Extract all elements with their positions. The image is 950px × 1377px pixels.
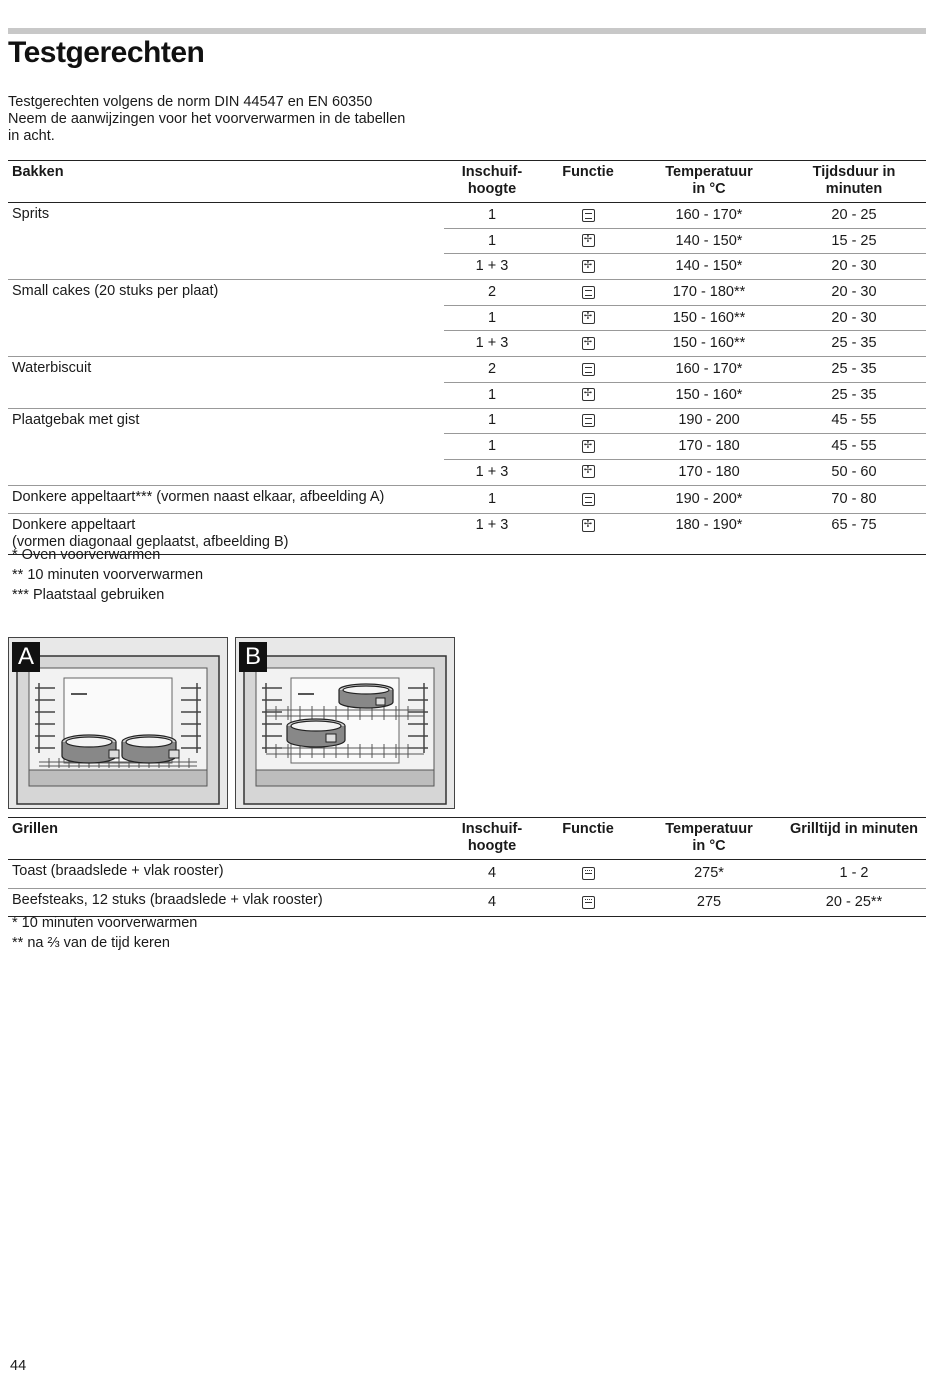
level-cell: 1 <box>444 382 540 408</box>
level-cell: 1 <box>487 206 497 223</box>
temperature-cell: 190 - 200* <box>675 490 743 507</box>
footnote: ** na ⅔ van de tijd keren <box>12 935 170 951</box>
function-cell <box>540 459 636 485</box>
dish-name: Plaatgebak met gist <box>12 411 140 428</box>
dish-name: Beefsteaks, 12 stuks (braadslede + vlak rooster) <box>12 891 323 908</box>
function-cell <box>540 203 636 229</box>
hot-air-fan-icon <box>582 337 595 350</box>
figure-a-side-by-side <box>8 637 228 809</box>
hot-air-fan-icon <box>582 388 595 401</box>
temperature-cell: 190 - 200 <box>678 412 740 429</box>
duration-cell: 20 - 30 <box>831 283 877 300</box>
baking-footnotes <box>12 545 203 605</box>
function-cell <box>540 357 636 383</box>
col-header-dish: Bakken <box>12 164 64 180</box>
duration-cell: 65 - 75 <box>831 517 877 534</box>
level-cell: 1 <box>444 228 540 254</box>
figure-label-a: A <box>12 642 40 672</box>
oven-illustration-b <box>236 638 454 808</box>
grill-icon <box>582 867 595 880</box>
function-cell <box>540 860 636 889</box>
dish-name: Toast (braadslede + vlak rooster) <box>12 863 224 879</box>
figure-label-b: B <box>239 642 267 672</box>
level-cell: 4 <box>487 865 497 882</box>
temperature-cell: 160 - 170* <box>675 206 743 223</box>
duration-cell: 45 - 55 <box>831 412 877 429</box>
duration-cell: 25 - 35 <box>831 360 877 377</box>
temperature-cell: 170 - 180 <box>636 459 782 485</box>
top-bottom-heat-icon <box>582 286 595 299</box>
function-cell <box>540 485 636 514</box>
intro-line: Neem de aanwijzingen voor het voorverwarmen in de tabellen <box>8 111 406 127</box>
level-cell: 2 <box>487 360 497 377</box>
hot-air-fan-icon <box>582 465 595 478</box>
duration-cell: 25 - 35 <box>782 382 926 408</box>
temperature-cell: 170 - 180** <box>672 283 746 300</box>
table-row <box>8 408 926 434</box>
function-cell <box>540 254 636 280</box>
grill-icon <box>582 896 595 909</box>
hot-air-fan-icon <box>582 260 595 273</box>
duration-cell: 45 - 55 <box>782 434 926 460</box>
top-rule <box>8 28 926 34</box>
temperature-cell: 170 - 180 <box>636 434 782 460</box>
col-header-function: Functie <box>562 164 614 180</box>
function-cell <box>540 331 636 357</box>
temperature-cell: 140 - 150* <box>636 228 782 254</box>
table-row <box>8 203 926 229</box>
function-cell <box>540 408 636 434</box>
level-cell: 1 + 3 <box>444 331 540 357</box>
col-header-duration: Tijdsduur in minuten <box>812 164 896 197</box>
level-cell: 1 + 3 <box>444 254 540 280</box>
top-bottom-heat-icon <box>582 414 595 427</box>
top-bottom-heat-icon <box>582 363 595 376</box>
temperature-cell: 140 - 150* <box>636 254 782 280</box>
hot-air-fan-icon <box>582 440 595 453</box>
level-cell: 1 + 3 <box>475 517 509 534</box>
grill-time-cell: 20 - 25** <box>825 894 883 911</box>
duration-cell: 50 - 60 <box>782 459 926 485</box>
figure-b-diagonal <box>235 637 455 809</box>
col-header-function: Functie <box>562 821 614 837</box>
temperature-cell: 160 - 170* <box>675 360 743 377</box>
grill-time-cell: 1 - 2 <box>839 865 869 882</box>
table-header-row <box>8 161 926 203</box>
level-cell: 1 <box>444 434 540 460</box>
dish-name: Sprits <box>12 206 50 222</box>
temperature-cell: 150 - 160** <box>636 305 782 331</box>
footnote: ** 10 minuten voorverwarmen <box>12 567 204 583</box>
function-cell <box>540 228 636 254</box>
footnote: *** Plaatstaal gebruiken <box>12 587 165 603</box>
table-row <box>8 485 926 514</box>
table-row <box>8 357 926 383</box>
function-cell <box>540 382 636 408</box>
temperature-cell: 180 - 190* <box>675 517 743 534</box>
col-header-level: Inschuif- hoogte <box>461 821 523 854</box>
dish-name: Donkere appeltaart*** (vormen naast elkaar, afbeelding A) <box>12 488 385 505</box>
level-cell: 1 <box>487 412 497 429</box>
table-header-row <box>8 818 926 860</box>
temperature-cell: 150 - 160** <box>636 331 782 357</box>
footnote: * Oven voorverwarmen <box>12 547 161 563</box>
function-cell <box>540 888 636 917</box>
intro-text <box>8 94 468 145</box>
table-row <box>8 860 926 889</box>
dish-name: Donkere appeltaart (vormen diagonaal geplaatst, afbeelding B) <box>12 517 289 551</box>
hot-air-fan-icon <box>582 234 595 247</box>
level-cell: 1 <box>444 305 540 331</box>
grilling-table <box>8 817 926 917</box>
duration-cell: 70 - 80 <box>831 490 877 507</box>
dish-name: Small cakes (20 stuks per plaat) <box>12 283 219 300</box>
top-bottom-heat-icon <box>582 209 595 222</box>
level-cell: 1 <box>487 490 497 507</box>
oven-illustration-a <box>9 638 227 808</box>
intro-line: in acht. <box>8 128 55 144</box>
page-number: 44 <box>10 1358 27 1374</box>
col-header-level: Inschuif- hoogte <box>461 164 523 197</box>
col-header-temperature: Temperatuur in °C <box>665 164 753 197</box>
table-row <box>8 280 926 306</box>
function-cell <box>540 305 636 331</box>
dish-name: Waterbiscuit <box>12 360 92 377</box>
grilling-footnotes <box>12 913 197 953</box>
baking-table <box>8 160 926 555</box>
col-header-dish: Grillen <box>12 821 58 837</box>
temperature-cell: 150 - 160* <box>636 382 782 408</box>
baking-rows <box>8 203 926 555</box>
function-cell <box>540 434 636 460</box>
duration-cell: 20 - 30 <box>782 305 926 331</box>
col-header-temperature: Temperatuur in °C <box>665 821 753 854</box>
function-cell <box>540 280 636 306</box>
hot-air-fan-icon <box>582 311 595 324</box>
footnote: * 10 minuten voorverwarmen <box>12 915 198 931</box>
intro-line: Testgerechten volgens de norm DIN 44547 en EN 60350 <box>8 94 373 110</box>
top-bottom-heat-icon <box>582 493 595 506</box>
duration-cell: 20 - 25 <box>831 206 877 223</box>
hot-air-fan-icon <box>582 519 595 532</box>
temperature-cell: 275 <box>696 894 722 911</box>
col-header-grill-time: Grilltijd in minuten <box>789 821 919 837</box>
level-cell: 4 <box>487 894 497 911</box>
temperature-cell: 275* <box>694 865 724 882</box>
function-cell <box>540 514 636 555</box>
page-title: Testgerechten <box>8 36 205 69</box>
level-cell: 2 <box>487 283 497 300</box>
duration-cell: 15 - 25 <box>782 228 926 254</box>
grilling-rows <box>8 860 926 917</box>
duration-cell: 20 - 30 <box>782 254 926 280</box>
duration-cell: 25 - 35 <box>782 331 926 357</box>
level-cell: 1 + 3 <box>444 459 540 485</box>
